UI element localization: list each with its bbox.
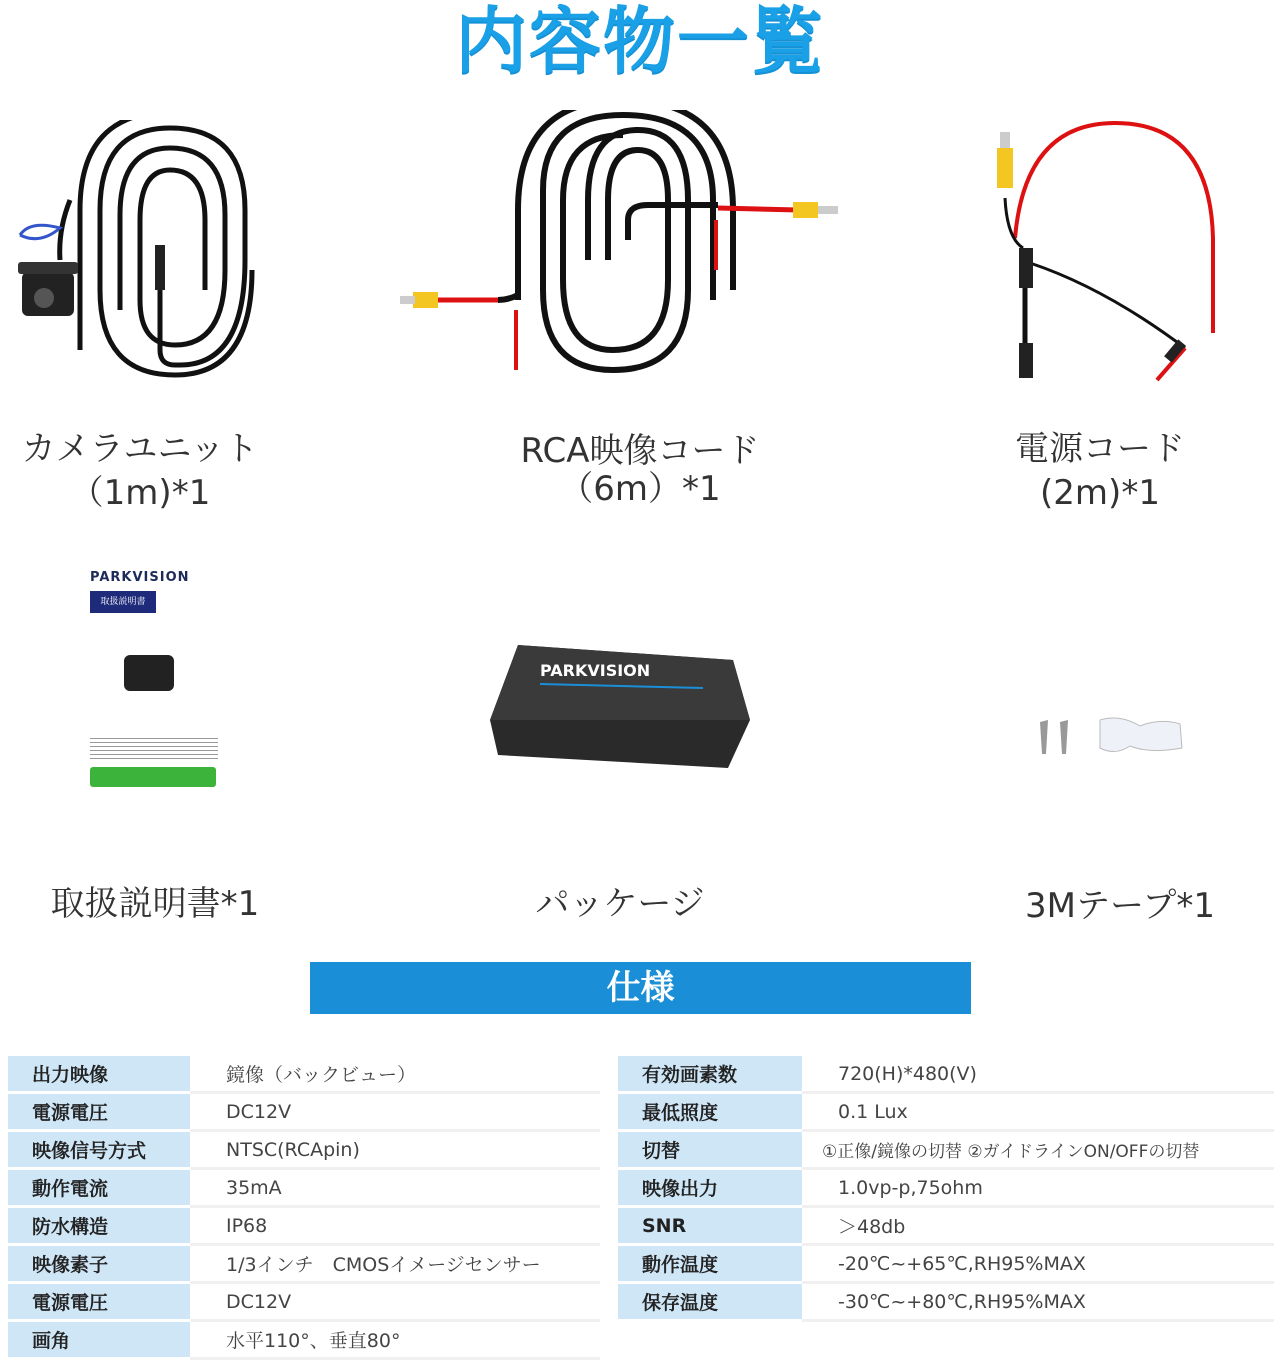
spec-value: ＞48db bbox=[802, 1207, 1274, 1245]
spec-key: 映像出力 bbox=[618, 1169, 802, 1207]
spec-key: 動作温度 bbox=[618, 1245, 802, 1283]
item-qty: （1m)*1 bbox=[69, 473, 211, 513]
item-name: RCA映像コード bbox=[520, 431, 760, 471]
spec-key: 映像信号方式 bbox=[8, 1131, 190, 1169]
item-caption-manual bbox=[30, 882, 280, 926]
item-caption-rca bbox=[500, 432, 780, 508]
item-caption-tape bbox=[1010, 884, 1230, 928]
spec-key: 最低照度 bbox=[618, 1093, 802, 1131]
table-row bbox=[618, 1169, 1274, 1207]
power-cord-image bbox=[985, 118, 1235, 388]
spec-value: DC12V bbox=[190, 1283, 600, 1321]
spec-value: NTSC(RCApin) bbox=[190, 1131, 600, 1169]
spec-value: -30℃~+80℃,RH95%MAX bbox=[802, 1283, 1274, 1321]
table-row bbox=[8, 1321, 600, 1359]
item-name: 3Mテープ*1 bbox=[1025, 886, 1215, 926]
spec-value: IP68 bbox=[190, 1207, 600, 1245]
spec-key: SNR bbox=[618, 1207, 802, 1245]
spec-key: 電源電圧 bbox=[8, 1283, 190, 1321]
manual-text-block bbox=[90, 735, 218, 761]
item-qty: （6m）*1 bbox=[559, 469, 721, 509]
spec-value: 鏡像（バックビュー） bbox=[190, 1056, 600, 1093]
spec-key: 動作電流 bbox=[8, 1169, 190, 1207]
package-brand: PARKVISION bbox=[540, 661, 651, 680]
spec-value: DC12V bbox=[190, 1093, 600, 1131]
table-row bbox=[618, 1283, 1274, 1321]
table-row bbox=[8, 1056, 600, 1093]
manual-image bbox=[90, 570, 218, 810]
spec-value: 水平110°、垂直80° bbox=[190, 1321, 600, 1359]
manual-brand: PARKVISION bbox=[90, 570, 190, 585]
table-row bbox=[618, 1207, 1274, 1245]
item-name: 電源コード bbox=[1015, 429, 1185, 469]
table-row bbox=[8, 1207, 600, 1245]
table-row bbox=[8, 1169, 600, 1207]
item-caption-camera bbox=[20, 427, 260, 515]
manual-label: 取扱説明書 bbox=[90, 591, 156, 613]
spec-table-right bbox=[618, 1056, 1274, 1322]
table-row bbox=[618, 1131, 1274, 1169]
page-title: 内容物一覧 bbox=[454, 0, 825, 83]
spec-value: 0.1 Lux bbox=[802, 1093, 1274, 1131]
item-name: パッケージ bbox=[535, 884, 705, 924]
spec-key: 画角 bbox=[8, 1321, 190, 1359]
table-row bbox=[8, 1093, 600, 1131]
spec-table-left bbox=[8, 1056, 600, 1360]
spec-key: 電源電圧 bbox=[8, 1093, 190, 1131]
item-qty: (2m)*1 bbox=[1040, 473, 1160, 513]
table-row bbox=[618, 1245, 1274, 1283]
spec-key: 保存温度 bbox=[618, 1283, 802, 1321]
spec-key: 有効画素数 bbox=[618, 1056, 802, 1093]
rca-cord-image bbox=[398, 110, 843, 390]
table-row bbox=[8, 1131, 600, 1169]
spec-value: 1.0vp-p,75ohm bbox=[802, 1169, 1274, 1207]
spec-value: -20℃~+65℃,RH95%MAX bbox=[802, 1245, 1274, 1283]
spec-key: 切替 bbox=[618, 1131, 802, 1169]
item-caption-power bbox=[990, 427, 1210, 515]
manual-camera-icon bbox=[124, 655, 174, 691]
table-row bbox=[618, 1093, 1274, 1131]
spec-key: 映像素子 bbox=[8, 1245, 190, 1283]
item-name: 取扱説明書*1 bbox=[50, 884, 260, 924]
spec-value: 35mA bbox=[190, 1169, 600, 1207]
tape-screws-image bbox=[1030, 712, 1190, 762]
spec-value: ①正像/鏡像の切替 ②ガイドラインON/OFFの切替 bbox=[802, 1131, 1274, 1169]
manual-green-bar bbox=[90, 767, 216, 787]
spec-heading: 仕様 bbox=[310, 962, 971, 1014]
package-image bbox=[488, 640, 758, 775]
item-name: カメラユニット bbox=[21, 429, 259, 469]
table-row bbox=[618, 1056, 1274, 1093]
spec-value: 720(H)*480(V) bbox=[802, 1056, 1274, 1093]
spec-key: 防水構造 bbox=[8, 1207, 190, 1245]
item-caption-package bbox=[510, 882, 730, 926]
camera-unit-image bbox=[10, 120, 260, 390]
spec-key: 出力映像 bbox=[8, 1056, 190, 1093]
table-row bbox=[8, 1283, 600, 1321]
table-row bbox=[8, 1245, 600, 1283]
spec-value: 1/3インチ CMOSイメージセンサー bbox=[190, 1245, 600, 1283]
